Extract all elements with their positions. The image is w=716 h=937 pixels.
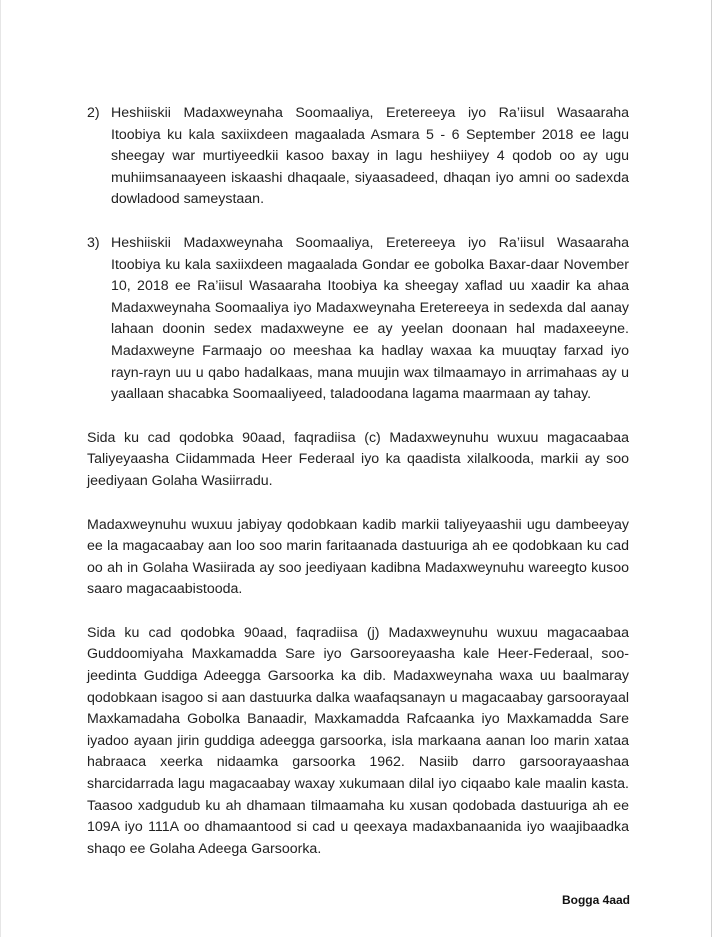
paragraph-article-90j: Sida ku cad qodobka 90aad, faqradiisa (j) Madaxweynuhu wuxuu magacaabaa Guddoomiyaha Maxkamadda Sare iyo Garsooreyaasha kale Heer-Federaal, soo-jeedinta Guddiga Adeegga Garsoorka ka dib. Madaxweynaha waxa uu baalmaray qodobkaan isagoo si aan dastuurka dalka waafaqsanayn u magacaabay garsoorayaal Maxkamadaha Gobolka Banaadir, Maxkamadda Rafcaanka iyo Maxkamadda Sare iyadoo ayaan jirin guddiga adeegga garsoorka, isla markaana aanan loo marin xataa habraaca xeerka nidaamka garsoorka 1962. Nasiib darro garsoorayaashaa sharcidarrada lagu magacaabay waxay xukumaan dilal iyo ciqaabo kale maalin kasta. Taasoo xadgudub ku ah dhamaan tilmaamaha ku xusan qodobada dastuuriga ah ee 109A iyo 111A oo dhamaantood si cad u qeexaya madaxbanaanida iyo waajibaadka shaqo ee Golaha Adeega Garsoorka.: [87, 624, 629, 857]
list-number: 2): [87, 105, 100, 121]
page-left-edge: [0, 0, 1, 937]
paragraph-violation: Madaxweynuhu wuxuu jabiyay qodobkaan kadib markii taliyeyaashii ugu dambeeyay ee la magacaabay aan loo soo marin faritaanada dastuuriga ah ee qodobkaan ku cad oo ah in Golaha Wasiirada ay soo jeediyaan kadibna Madaxweynuhu wareegto kusoo saaro magacaabistooda.: [87, 516, 629, 598]
list-item-2: [87, 103, 629, 211]
list-text: Heshiiskii Madaxweynaha Soomaaliya, Eretereeya iyo Ra’iisul Wasaaraha Itoobiya ku kala saxiixdeen magaalada Gondar ee gobolka Baxar-daar November 10, 2018 ee Ra’iisul Wasaaraha Itoobiya ka sheegay xaflad uu xaadir ka ahaa Madaxweynaha Soomaaliya iyo Madaxweynaha Eretereeya in sedexda dal aanay lahaan doonin sedex madaxweyne ee ay yeelan doonaan hal madaxeeyne. Madaxweyne Farmaajo oo meeshaa ka hadlay waxaa ka muuqtay farxad iyo rayn-rayn uu u qabo hadalkaas, mana muujin wax tilmaamayo in arrimahaas ay u yaallaan shacabka Soomaaliyeed, taladoodana lagama maarmaan ay tahay.: [111, 234, 629, 403]
list-text: Heshiiskii Madaxweynaha Soomaaliya, Eretereeya iyo Ra’iisul Wasaaraha Itoobiya ku kala saxiixdeen magaalada Asmara 5 - 6 September 2018 ee lagu sheegay war murtiyeedkii kasoo baxay in lagu heshiiyey 4 qodob oo ay ugu muhiimsanaayeen iskaashi dhaqaale, siyaasadeed, dhaqan iyo amni oo sadexda dowladood sameystaan.: [111, 105, 629, 208]
list-number: 3): [87, 234, 100, 251]
page-right-edge: [711, 0, 712, 937]
document-body: [87, 103, 629, 882]
page-number: Bogga 4aad: [561, 893, 630, 907]
paragraph-article-90c: Sida ku cad qodobka 90aad, faqradiisa (c) Madaxweynuhu wuxuu magacaabaa Taliyeyaasha Ciidammada Heer Federaal iyo ka qaadista xilalkooda, markii ay soo jeediyaan Golaha Wasiirradu.: [87, 429, 629, 489]
list-item-3: [87, 233, 629, 406]
